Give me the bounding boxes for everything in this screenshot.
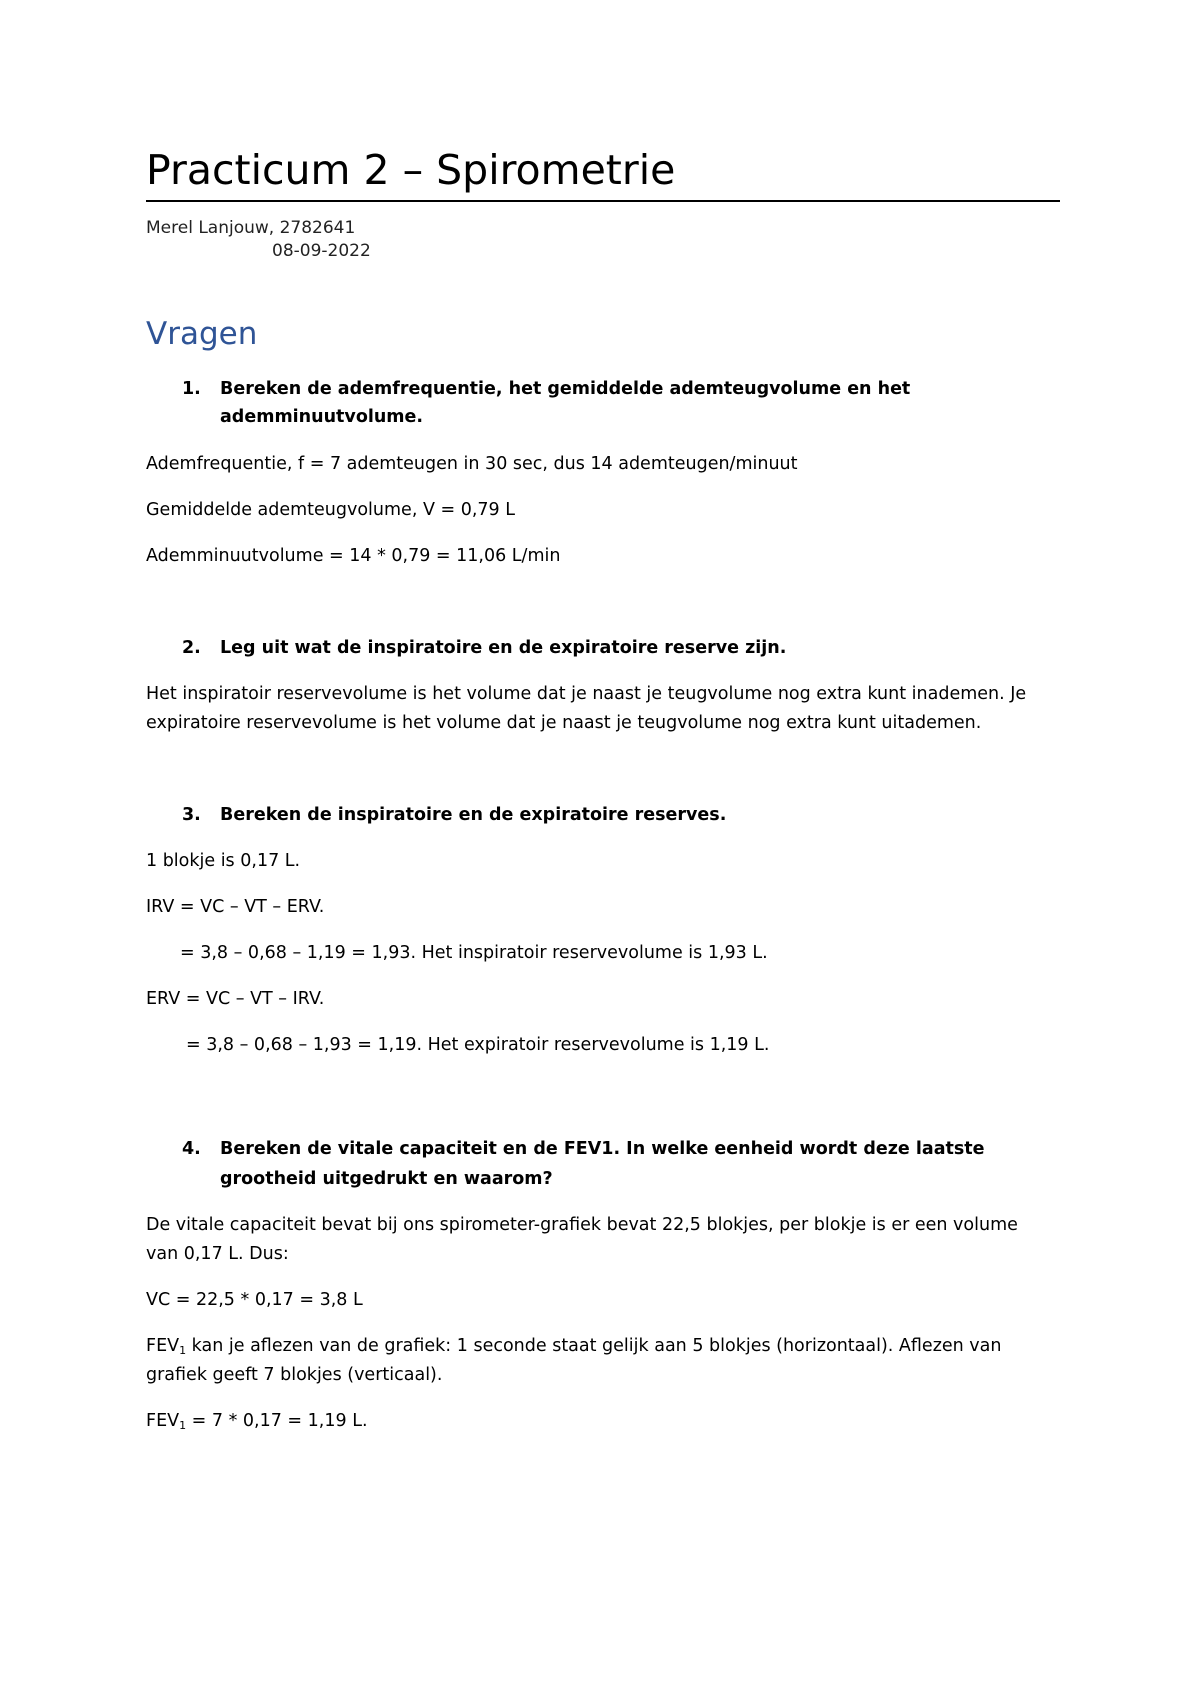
question-1: 1. Bereken de ademfrequentie, het gemiddelde ademteugvolume en het bbox=[182, 379, 911, 399]
question-number: 3. bbox=[182, 805, 201, 825]
answer-line: 1 blokje is 0,17 L. bbox=[146, 851, 301, 871]
answer-line: IRV = VC – VT – ERV. bbox=[146, 897, 325, 917]
answer-line: expiratoire reservevolume is het volume dat je naast je teugvolume nog extra kunt uitademen. bbox=[146, 713, 982, 733]
answer-line: = 3,8 – 0,68 – 1,19 = 1,93. Het inspiratoir reservevolume is 1,93 L. bbox=[180, 943, 768, 963]
question-4: 4. Bereken de vitale capaciteit en de FEV1. In welke eenheid wordt deze laatste bbox=[182, 1139, 985, 1159]
question-number: 2. bbox=[182, 638, 201, 658]
answer-line: Het inspiratoir reservevolume is het volume dat je naast je teugvolume nog extra kunt inademen. Je bbox=[146, 684, 1027, 704]
answer-line: Ademfrequentie, f = 7 ademteugen in 30 sec, dus 14 ademteugen/minuut bbox=[146, 454, 798, 474]
question-4-cont: grootheid uitgedrukt en waarom? bbox=[220, 1169, 553, 1189]
answer-line: Gemiddelde ademteugvolume, V = 0,79 L bbox=[146, 500, 515, 520]
answer-line: van 0,17 L. Dus: bbox=[146, 1244, 289, 1264]
date-line: 08-09-2022 bbox=[272, 241, 371, 261]
answer-line: ERV = VC – VT – IRV. bbox=[146, 989, 325, 1009]
author-line: Merel Lanjouw, 2782641 bbox=[146, 218, 356, 238]
answer-line: VC = 22,5 * 0,17 = 3,8 L bbox=[146, 1290, 363, 1310]
answer-line: = 3,8 – 0,68 – 1,93 = 1,19. Het expiratoir reservevolume is 1,19 L. bbox=[186, 1035, 770, 1055]
answer-line: grafiek geeft 7 blokjes (verticaal). bbox=[146, 1365, 443, 1385]
answer-line: $FEV_1 = 7 * 0,17 = 1,19$ L. bbox=[146, 1411, 368, 1432]
answer-line: $FEV_1$ kan je aflezen van de grafiek: 1 seconde staat gelijk aan 5 blokjes (horizontaal). Aflezen van bbox=[146, 1336, 1002, 1357]
question-1-cont: ademminuutvolume. bbox=[220, 407, 424, 427]
answer-line: Ademminuutvolume = 14 * 0,79 = 11,06 L/min bbox=[146, 546, 561, 566]
question-number: 4. bbox=[182, 1139, 201, 1159]
document-title: Practicum 2 – Spirometrie bbox=[146, 142, 1060, 202]
question-3: 3. Bereken de inspiratoire en de expiratoire reserves. bbox=[182, 805, 727, 825]
question-2: 2. Leg uit wat de inspiratoire en de expiratoire reserve zijn. bbox=[182, 638, 787, 658]
section-heading: Vragen bbox=[146, 316, 258, 352]
question-number: 1. bbox=[182, 379, 201, 399]
answer-line: De vitale capaciteit bevat bij ons spirometer-grafiek bevat 22,5 blokjes, per blokje is er een volume bbox=[146, 1215, 1018, 1235]
